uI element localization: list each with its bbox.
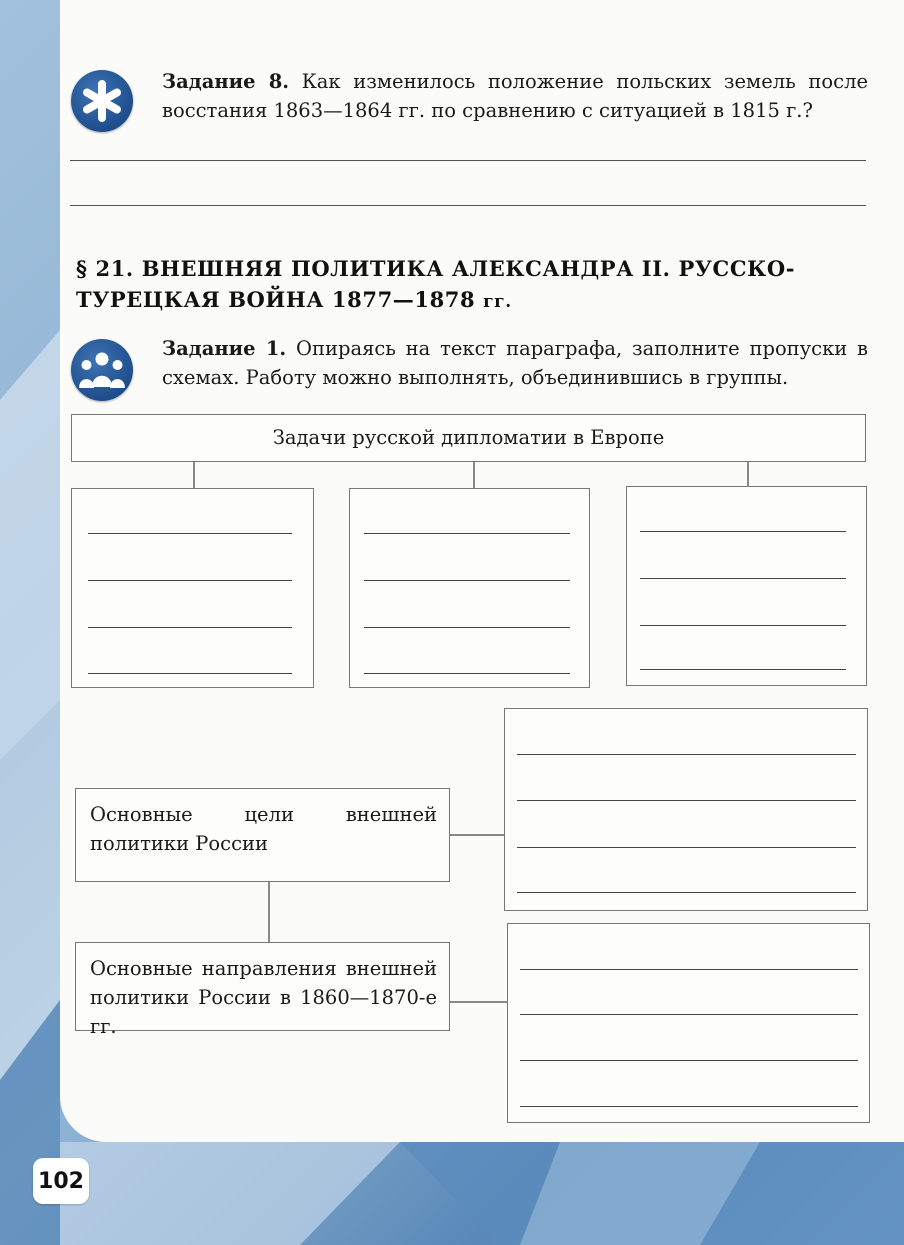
fill-in-line[interactable] [520, 1060, 858, 1061]
fill-in-line[interactable] [517, 847, 856, 848]
fill-in-line[interactable] [88, 627, 292, 628]
fill-in-line[interactable] [640, 531, 846, 532]
connector-line [747, 462, 749, 488]
fill-in-line[interactable] [640, 625, 846, 626]
task-1-label: Задание 1. [162, 337, 287, 360]
connector-line [450, 834, 504, 836]
task-8 [162, 67, 868, 125]
task-1 [162, 334, 868, 392]
fill-in-line[interactable] [88, 673, 292, 674]
answer-line[interactable] [70, 205, 866, 206]
page-number: 102 [33, 1158, 89, 1204]
fill-in-line[interactable] [520, 1106, 858, 1107]
section-heading [76, 253, 796, 318]
policy-directions-box [75, 942, 450, 1038]
fill-in-line[interactable] [520, 1014, 858, 1015]
policy-goals-title: Основные цели внешней политики России [90, 803, 437, 855]
fill-in-line[interactable] [517, 892, 856, 893]
fill-in-line[interactable] [364, 627, 570, 628]
connector-line [268, 882, 270, 942]
diplomacy-tasks-title: Задачи русской дипломатии в Европе [272, 426, 665, 449]
fill-in-line[interactable] [517, 754, 856, 755]
connector-line [193, 462, 195, 488]
fill-in-line[interactable] [520, 969, 858, 970]
diplomacy-task-box-3 [626, 486, 867, 686]
task-1-text: Опираясь на текст параграфа, заполните пропуски в схемах. Работу можно выполнять, объединившись в группы. [162, 337, 869, 389]
fill-in-line[interactable] [640, 578, 846, 579]
fill-in-line[interactable] [88, 580, 292, 581]
section-title-suffix: гг. [483, 292, 512, 312]
asterisk-icon [71, 70, 133, 132]
section-number: § 21. [76, 256, 134, 281]
fill-in-line[interactable] [364, 580, 570, 581]
fill-in-line[interactable] [364, 673, 570, 674]
task-8-text: Как изменилось положение польских земель после восстания 1863—1864 гг. по сравнению с ситуацией в 1815 г.? [162, 70, 868, 122]
connector-line [450, 1001, 507, 1003]
fill-in-line[interactable] [517, 800, 856, 801]
diplomacy-task-box-1 [71, 488, 314, 688]
connector-line [473, 462, 475, 488]
policy-directions-title: Основные направления внешней политики России в 1860—1870-е гг. [90, 957, 437, 1038]
task-8-label: Задание 8. [162, 70, 290, 93]
answer-line[interactable] [70, 160, 866, 161]
section-title: ВНЕШНЯЯ ПОЛИТИКА АЛЕКСАНДРА II. РУССКО-ТУРЕЦКАЯ ВОЙНА 1877—1878 [76, 256, 796, 312]
policy-goals-box [75, 788, 450, 882]
policy-directions-answer-box [507, 923, 870, 1123]
fill-in-line[interactable] [88, 533, 292, 534]
policy-goals-answer-box [504, 708, 868, 911]
fill-in-line[interactable] [364, 533, 570, 534]
group-icon [71, 339, 133, 401]
fill-in-line[interactable] [640, 669, 846, 670]
diplomacy-task-box-2 [349, 488, 590, 688]
diplomacy-tasks-header-box [71, 414, 866, 462]
